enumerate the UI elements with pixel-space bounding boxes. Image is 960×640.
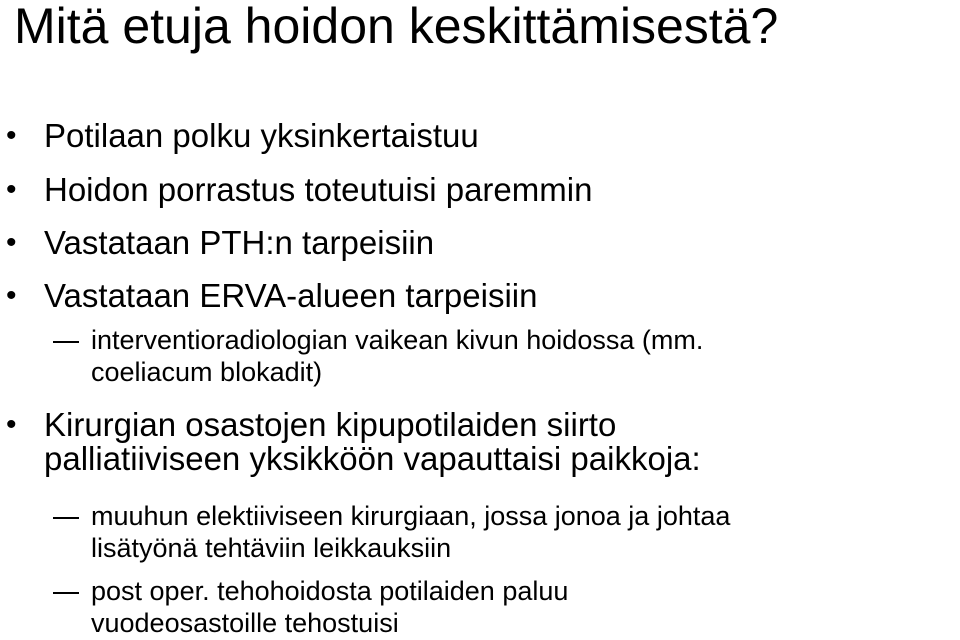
bullet-marker: • [6, 408, 17, 441]
bullet-item [6, 224, 435, 261]
sub-bullet-item [91, 324, 703, 388]
bullet-text: Vastataan PTH:n tarpeisiin [44, 224, 435, 261]
bullet-text: Hoidon porrastus toteutuisi paremmin [44, 171, 593, 208]
sub-bullet-text: post oper. tehohoidosta potilaiden paluu [91, 576, 569, 606]
sub-bullet-item [91, 500, 730, 564]
bullet-item [6, 171, 593, 208]
bullet-marker: • [6, 226, 17, 259]
dash-marker [53, 592, 79, 594]
bullet-text-continued: palliatiiviseen yksikköön vapauttaisi paikkoja: [44, 440, 701, 477]
bullet-text: Kirurgian osastojen kipupotilaiden siirto [44, 406, 617, 443]
bullet-marker: • [6, 279, 17, 312]
bullet-marker: • [6, 173, 17, 206]
sub-bullet-text: interventioradiologian vaikean kivun hoidossa (mm. [91, 325, 704, 355]
dash-marker [53, 341, 79, 343]
sub-bullet-item [91, 575, 568, 639]
sub-bullet-text-continued: coeliacum blokadit) [91, 357, 323, 387]
sub-bullet-text-continued: vuodeosastoille tehostuisi [91, 608, 399, 638]
bullet-item [6, 117, 479, 154]
dash-marker [53, 517, 79, 519]
sub-bullet-text-continued: lisätyönä tehtäviin leikkauksiin [91, 533, 452, 563]
sub-bullet-text: muuhun elektiiviseen kirurgiaan, jossa jonoa ja johtaa [91, 501, 731, 531]
bullet-marker: • [6, 119, 17, 152]
slide-title: Mitä etuja hoidon keskittämisestä? [14, 0, 779, 54]
bullet-text: Vastataan ERVA-alueen tarpeisiin [44, 277, 538, 314]
bullet-item [6, 277, 538, 314]
bullet-item [6, 406, 701, 477]
bullet-text: Potilaan polku yksinkertaistuu [44, 117, 479, 154]
